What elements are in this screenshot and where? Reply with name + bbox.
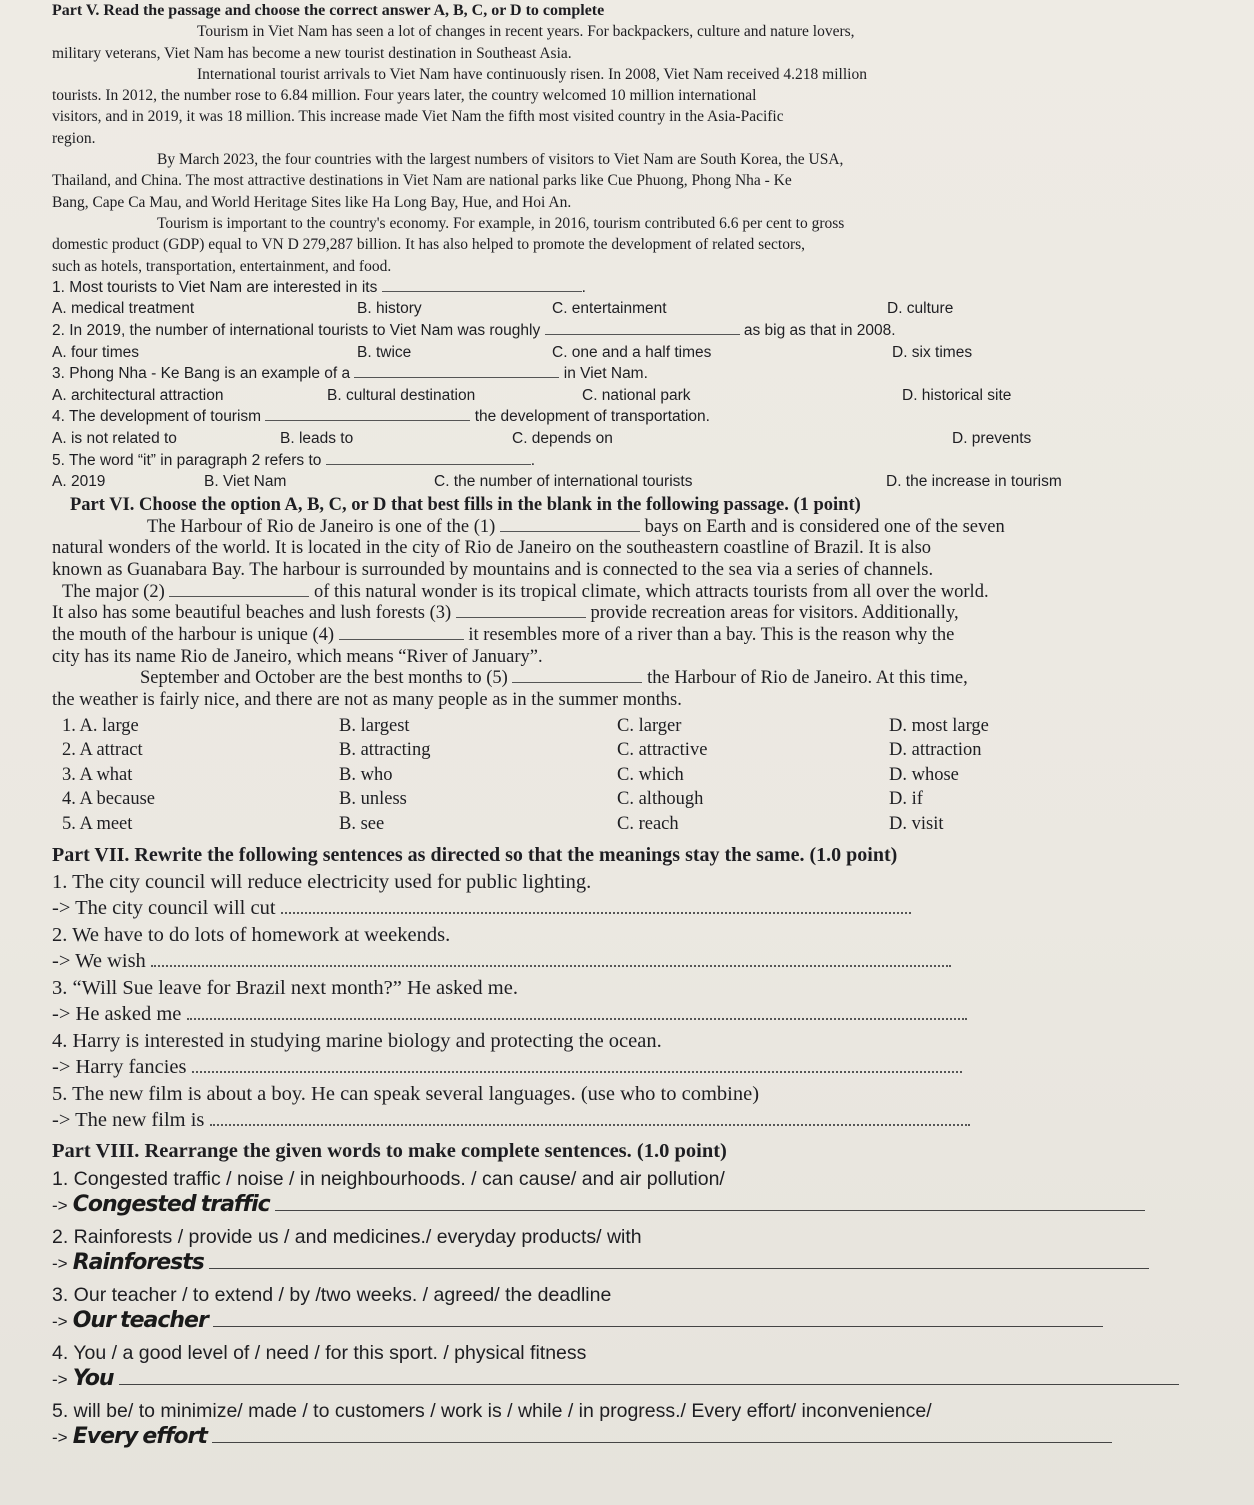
handwritten-answer: Rainforests bbox=[72, 1249, 204, 1275]
passage-line: International tourist arrivals to Viet Nam have continuously risen. In 2008, Viet Nam received 4.218 million bbox=[197, 65, 867, 83]
option-row bbox=[62, 738, 1244, 763]
passage-line: region. bbox=[52, 129, 96, 147]
rewrite-prompt: 2. We have to do lots of homework at weekends. bbox=[52, 923, 451, 946]
question-options bbox=[52, 428, 1244, 450]
rewrite-prompt: 4. Harry is interested in studying marine biology and protecting the ocean. bbox=[52, 1029, 662, 1052]
passage-line: Tourism is important to the country's economy. For example, in 2016, tourism contributed 6.6 per cent to gross bbox=[157, 214, 845, 232]
passage-line: military veterans, Viet Nam has become a new tourist destination in Southeast Asia. bbox=[52, 44, 572, 62]
option-d[interactable]: D. six times bbox=[892, 343, 973, 361]
part-8-section bbox=[52, 1138, 1244, 1454]
answer-blank[interactable] bbox=[265, 420, 470, 421]
rearrange-prompt: 2. Rainforests / provide us / and medicines./ everyday products/ with bbox=[52, 1225, 642, 1248]
option-a[interactable]: 3. A what bbox=[62, 764, 133, 785]
answer-rule[interactable] bbox=[213, 1326, 1103, 1327]
option-d[interactable]: D. the increase in tourism bbox=[886, 473, 1062, 491]
option-c[interactable]: C. larger bbox=[617, 715, 682, 736]
answer-blank[interactable] bbox=[151, 965, 951, 967]
option-row bbox=[62, 787, 1244, 812]
passage-line: By March 2023, the four countries with the largest numbers of visitors to Viet Nam are South Korea, the USA, bbox=[157, 151, 844, 169]
rearrange-prompt: 3. Our teacher / to extend / by /two weeks. / agreed/ the deadline bbox=[52, 1283, 612, 1306]
handwritten-answer: traffic bbox=[200, 1191, 270, 1217]
rewrite-answer-line: -> The new film is bbox=[52, 1107, 1244, 1134]
option-c[interactable]: C. although bbox=[617, 789, 704, 810]
option-a[interactable]: A. architectural attraction bbox=[52, 386, 224, 404]
option-c[interactable]: C. depends on bbox=[512, 430, 613, 448]
blank-5[interactable] bbox=[512, 682, 642, 683]
handwritten-answer: Congested bbox=[72, 1191, 196, 1217]
part-8-heading: Part VIII. Rearrange the given words to make complete sentences. (1.0 point) bbox=[52, 1139, 727, 1162]
answer-rule[interactable] bbox=[212, 1442, 1112, 1443]
passage-line: known as Guanabara Bay. The harbour is surrounded by mountains and is connected to the sea via a series of channels. bbox=[52, 559, 934, 580]
option-c[interactable]: C. attractive bbox=[617, 740, 708, 761]
handwritten-answer: Our bbox=[72, 1307, 115, 1333]
option-c[interactable]: C. the number of international tourists bbox=[434, 473, 693, 491]
passage-line: visitors, and in 2019, it was 18 million. This increase made Viet Nam the fifth most visited country in the Asia-Pacific bbox=[52, 108, 784, 126]
option-a[interactable]: A. is not related to bbox=[52, 430, 177, 448]
option-b[interactable]: B. largest bbox=[339, 715, 410, 736]
question-options bbox=[52, 385, 1244, 407]
handwritten-answer: You bbox=[72, 1365, 114, 1391]
passage-line: natural wonders of the world. It is located in the city of Rio de Janeiro on the southeastern coastline of Brazil. It is also bbox=[52, 538, 932, 559]
rewrite-answer-line: -> He asked me bbox=[52, 1001, 1244, 1028]
answer-blank[interactable] bbox=[210, 1124, 970, 1126]
option-row bbox=[62, 763, 1244, 788]
rearrange-prompt: 1. Congested traffic / noise / in neighbourhoods. / can cause/ and air pollution/ bbox=[52, 1167, 725, 1190]
option-c[interactable]: C. national park bbox=[582, 386, 691, 404]
option-b[interactable]: B. attracting bbox=[339, 740, 431, 761]
blank-2[interactable] bbox=[169, 596, 309, 597]
option-c[interactable]: C. entertainment bbox=[552, 300, 667, 318]
passage-line: tourists. In 2012, the number rose to 6.84 million. Four years later, the country welcomed 10 million international bbox=[52, 87, 757, 105]
answer-blank[interactable] bbox=[326, 464, 531, 465]
answer-blank[interactable] bbox=[354, 377, 559, 378]
passage-line: It also has some beautiful beaches and lush forests (3) provide recreation areas for visitors. Additionally, bbox=[52, 603, 959, 624]
rearrange-answer-line: -> Congested traffic bbox=[52, 1192, 1244, 1222]
rewrite-answer-line: -> Harry fancies bbox=[52, 1054, 1244, 1081]
option-b[interactable]: B. Viet Nam bbox=[204, 473, 287, 491]
rewrite-prompt: 1. The city council will reduce electricity used for public lighting. bbox=[52, 870, 592, 893]
option-a[interactable]: 2. A attract bbox=[62, 740, 143, 761]
option-d[interactable]: D. most large bbox=[889, 715, 989, 736]
rearrange-answer-line: -> Rainforests bbox=[52, 1250, 1244, 1280]
question-stem: 2. In 2019, the number of international tourists to Viet Nam was roughly as big as that in 2008. bbox=[52, 322, 896, 340]
passage-line: The Harbour of Rio de Janeiro is one of the (1) bays on Earth and is considered one of the seven bbox=[147, 516, 1005, 537]
passage-line: the mouth of the harbour is unique (4) it resembles more of a river than a bay. This is the reason why the bbox=[52, 625, 955, 646]
rearrange-answer-line: -> Our teacher bbox=[52, 1308, 1244, 1338]
blank-3[interactable] bbox=[456, 617, 586, 618]
rearrange-answer-line: -> You bbox=[52, 1366, 1244, 1396]
option-b[interactable]: B. leads to bbox=[280, 430, 354, 448]
answer-blank[interactable] bbox=[545, 334, 740, 335]
passage-line: Thailand, and China. The most attractive destinations in Viet Nam are national parks like Cue Phuong, Phong Nha - Ke bbox=[52, 172, 792, 190]
part-5-section bbox=[52, 0, 1244, 493]
rewrite-prompt: 5. The new film is about a boy. He can speak several languages. (use who to combine) bbox=[52, 1082, 760, 1105]
part-6-section bbox=[52, 495, 1244, 837]
answer-blank[interactable] bbox=[382, 291, 582, 292]
option-a[interactable]: A. medical treatment bbox=[52, 300, 195, 318]
option-d[interactable]: D. historical site bbox=[902, 386, 1012, 404]
option-row bbox=[62, 812, 1244, 837]
option-b[interactable]: B. see bbox=[339, 813, 385, 834]
handwritten-answer: effort bbox=[142, 1423, 207, 1449]
passage-line: such as hotels, transportation, entertainment, and food. bbox=[52, 257, 392, 275]
option-d[interactable]: D. prevents bbox=[952, 430, 1032, 448]
option-table bbox=[52, 714, 1244, 837]
part-7-heading: Part VII. Rewrite the following sentences as directed so that the meanings stay the same. (1.0 point) bbox=[52, 844, 898, 867]
question-options bbox=[52, 298, 1244, 320]
passage-line: city has its name Rio de Janeiro, which means “River of January”. bbox=[52, 646, 543, 667]
rewrite-prompt: 3. “Will Sue leave for Brazil next month?” He asked me. bbox=[52, 976, 518, 999]
answer-blank[interactable] bbox=[187, 1018, 967, 1020]
option-b[interactable]: B. unless bbox=[339, 789, 407, 810]
passage-line: Bang, Cape Ca Mau, and World Heritage Sites like Ha Long Bay, Hue, and Hoi An. bbox=[52, 193, 572, 211]
question-stem: 1. Most tourists to Viet Nam are interested in its . bbox=[52, 278, 586, 296]
rearrange-prompt: 4. You / a good level of / need / for this sport. / physical fitness bbox=[52, 1341, 587, 1364]
blank-1[interactable] bbox=[500, 531, 640, 532]
question-stem: 5. The word “it” in paragraph 2 refers to . bbox=[52, 451, 535, 469]
part-6-heading: Part VI. Choose the option A, B, C, or D that best fills in the blank in the following passage. (1 point) bbox=[70, 494, 861, 515]
answer-rule[interactable] bbox=[275, 1210, 1145, 1211]
part-7-section bbox=[52, 842, 1244, 1134]
passage-line: September and October are the best months to (5) the Harbour of Rio de Janeiro. At this time, bbox=[140, 668, 968, 689]
option-d[interactable]: D. if bbox=[889, 789, 923, 810]
option-c[interactable]: C. which bbox=[617, 764, 684, 785]
option-b[interactable]: B. cultural destination bbox=[327, 386, 476, 404]
answer-blank[interactable] bbox=[192, 1071, 962, 1073]
rearrange-prompt: 5. will be/ to minimize/ made / to customers / work is / while / in progress./ Every effort/ inconvenience/ bbox=[52, 1399, 932, 1422]
option-c[interactable]: C. reach bbox=[617, 813, 679, 834]
option-b[interactable]: B. history bbox=[357, 300, 422, 318]
passage-line: Tourism in Viet Nam has seen a lot of changes in recent years. For backpackers, culture and nature lovers, bbox=[197, 23, 855, 41]
option-b[interactable]: B. who bbox=[339, 764, 393, 785]
option-a[interactable]: 5. A meet bbox=[62, 813, 133, 834]
option-c[interactable]: C. one and a half times bbox=[552, 343, 712, 361]
question-stem: 3. Phong Nha - Ke Bang is an example of a in Viet Nam. bbox=[52, 365, 648, 383]
handwritten-answer: Every bbox=[72, 1423, 138, 1449]
answer-blank[interactable] bbox=[281, 912, 911, 914]
rewrite-answer-line: -> We wish bbox=[52, 948, 1244, 975]
option-d[interactable]: D. visit bbox=[889, 813, 944, 834]
rewrite-answer-line: -> The city council will cut bbox=[52, 895, 1244, 922]
part-5-heading: Part V. Read the passage and choose the correct answer A, B, C, or D to complete bbox=[52, 2, 605, 19]
answer-rule[interactable] bbox=[119, 1384, 1179, 1385]
option-a[interactable]: 4. A because bbox=[62, 789, 155, 810]
blank-4[interactable] bbox=[339, 639, 464, 640]
passage-line: The major (2) of this natural wonder is its tropical climate, which attracts tourists from all over the world. bbox=[62, 581, 989, 602]
option-a[interactable]: A. four times bbox=[52, 343, 139, 361]
option-a[interactable]: 1. A. large bbox=[62, 715, 139, 736]
question-options bbox=[52, 471, 1244, 493]
passage-line: the weather is fairly nice, and there are not as many people as in the summer months. bbox=[52, 690, 682, 711]
answer-rule[interactable] bbox=[209, 1268, 1149, 1269]
passage-line: domestic product (GDP) equal to VN D 279,287 billion. It has also helped to promote the development of related sectors, bbox=[52, 236, 806, 254]
option-row bbox=[62, 714, 1244, 739]
option-d[interactable]: D. culture bbox=[887, 300, 954, 318]
option-d[interactable]: D. attraction bbox=[889, 740, 982, 761]
question-stem: 4. The development of tourism the development of transportation. bbox=[52, 408, 710, 426]
rearrange-answer-line: -> Every effort bbox=[52, 1424, 1244, 1454]
option-a[interactable]: A. 2019 bbox=[52, 473, 106, 491]
option-b[interactable]: B. twice bbox=[357, 343, 412, 361]
question-options bbox=[52, 342, 1244, 364]
handwritten-answer: teacher bbox=[120, 1307, 208, 1333]
option-d[interactable]: D. whose bbox=[889, 764, 959, 785]
